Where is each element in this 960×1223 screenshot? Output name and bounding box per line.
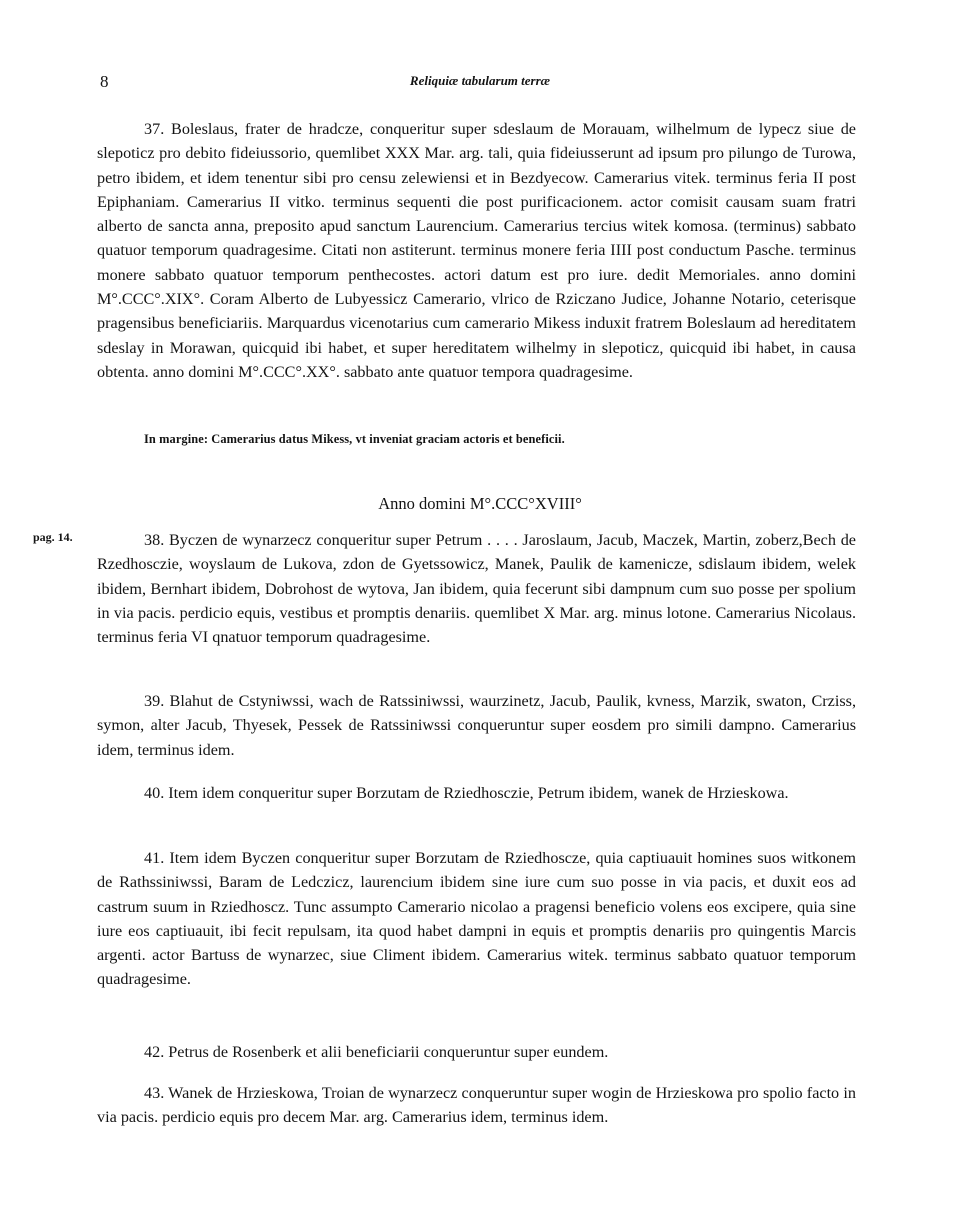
margin-note: In margine: Camerarius datus Mikess, vt inveniat graciam actoris et beneficii.	[144, 432, 565, 446]
entry-39	[97, 689, 856, 762]
entry-41-text: 41. Item idem Byczen conqueritur super Borzutam de Rziedhoscze, quia captiuauit homines suos witkonem de Rathssiniwssi, Baram de Ledczicz, laurencium ibidem sine iure cum suo posse in via pacis, et duxit eos ad castrum suum in Rziedhoscz. Tunc assumpto Camerario nicolao a pragensi beneficio volens eos excipere, quia sine iure eos captiuauit, ibi fecit repulsam, ita quod habet dampni in equis et promptis denariis pro quingentis Marcis argenti. actor Bartuss de wynarzec, siue Climent ibidem. Camerarius witek. terminus sabbato quatuor temporum quadragesime.	[97, 849, 856, 989]
entry-39-text: 39. Blahut de Cstyniwssi, wach de Ratssiniwssi, waurzinetz, Jacub, Paulik, kvness, Marzik, swaton, Crziss, symon, alter Jacub, Thyesek, Pessek de Ratssiniwssi conqueruntur super eosdem pro simili dampno. Camerarius idem, terminus idem.	[97, 692, 856, 759]
entry-38-text: 38. Byczen de wynarzecz conqueritur super Petrum . . . . Jaroslaum, Jacub, Maczek, Martin, zoberz,Bech de Rzedhosczie, woyslaum de Lukova, zdon de Gyetssowicz, Manek, Paulik de kamenicze, sdislaum ibidem, welek ibidem, Bernhart ibidem, Dobrohost de wytova, Jan ibidem, quia fecerunt sibi dampnum cum suo posse per spolium in via pacis. perdicio equis, vestibus et promptis denariis. quemlibet X Mar. arg. minus lotone. Camerarius Nicolaus. terminus feria VI qnatuor temporum quadragesime.	[97, 531, 856, 647]
entry-37-text: 37. Boleslaus, frater de hradcze, conqueritur super sdeslaum de Morauam, wilhelmum de lypecz siue de slepoticz pro debito fideiussorio, quemlibet XXX Mar. arg. tali, quia fideiusserunt ad ipsum pro pilungo de Turowa, petro ibidem, et idem tenentur sibi pro censu zelewiensi et in Bezdyecow. Camerarius vitek. terminus feria II post Epiphaniam. Camerarius II vitko. terminus sequenti die post purificacionem. actor comisit causam suam fratri alberto de sancta anna, preposito apud sanctum Laurencium. Camerarius tercius witek komosa. (terminus) sabbato quatuor temporum quadragesime. Citati non astiterunt. terminus monere feria IIII post conductum Pasche. terminus monere sabbato quatuor temporum penthecostes. actori datum est pro iure. dedit Memoriales. anno domini M°.CCC°.XIX°. Coram Alberto de Lubyessicz Camerario, vlrico de Rziczano Judice, Johanne Notario, ceterisque pragensibus beneficiariis. Marquardus vicenotarius cum camerario Mikess induxit fratrem Boleslaum ad hereditatem sdeslay in Morawan, quicquid ibi habet, et super hereditatem wilhelmy in slepoticz, quicquid ibi habet, in causa obtenta. anno domini M°.CCC°.XX°. sabbato ante quatuor tempora quadragesime.	[97, 120, 856, 381]
entry-40-text: 40. Item idem conqueritur super Borzutam de Rziedhosczie, Petrum ibidem, wanek de Hrzieskowa.	[144, 784, 789, 802]
page-number: 8	[100, 72, 109, 91]
entry-38	[97, 528, 856, 649]
entry-43	[97, 1081, 856, 1130]
entry-41	[97, 846, 856, 992]
entry-43-text: 43. Wanek de Hrzieskowa, Troian de wynarzecz conqueruntur super wogin de Hrzieskowa pro spolio facto in via pacis. perdicio equis pro decem Mar. arg. Camerarius idem, terminus idem.	[97, 1084, 856, 1127]
running-title: Reliquiæ tabularum terræ	[409, 73, 551, 88]
entry-42	[97, 1040, 856, 1064]
year-heading: Anno domini M°.CCC°XVIII°	[378, 494, 582, 513]
entry-40	[97, 781, 856, 805]
entry-42-text: 42. Petrus de Rosenberk et alii beneficiarii conqueruntur super eundem.	[144, 1043, 609, 1061]
entry-37	[97, 117, 856, 384]
page-reference-note: pag. 14.	[33, 530, 73, 544]
